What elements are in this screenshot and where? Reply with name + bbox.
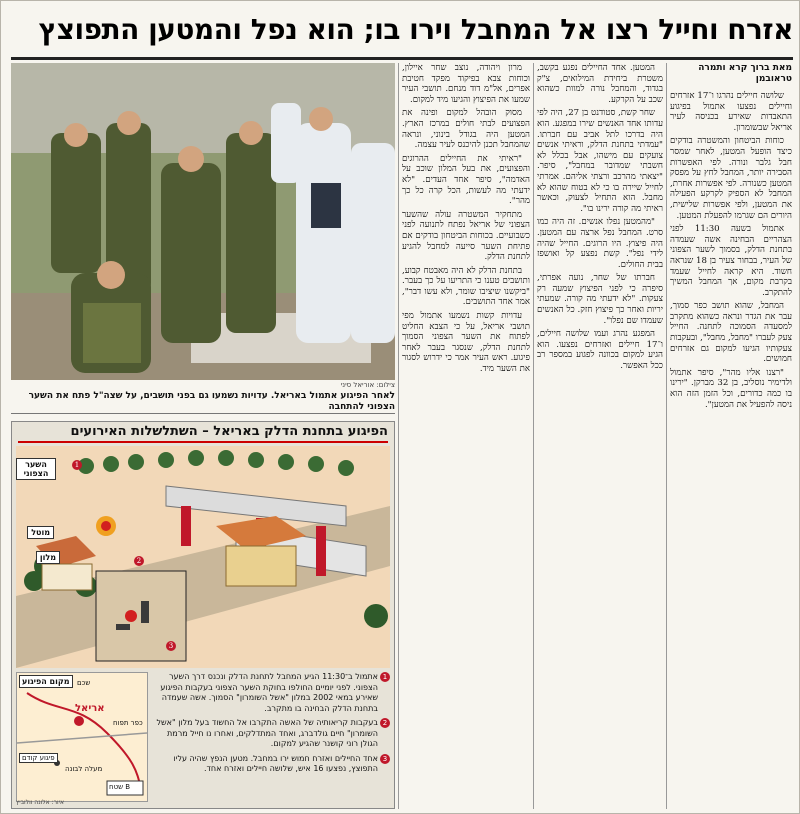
step-item (152, 718, 390, 750)
paragraph: "ראיתי את החיילים ההרוגים והפצועים, את בעל המלון שוכב על האדמה", סיפר אחד העדים. "לא ידעתי מה לעשות, הכל קרה כל כך מהר". (402, 153, 530, 207)
paragraph: שחר קשת, סטודנט בן 27, היה לפי עדותו אחד האנשים שירו במפגע. הוא היה בדרכו לתל אביב עם חברתו. "עמדתי בתחנת הדלק, וראיתי אנשים צועקים עם מישהו, אבל בכלל לא חשבתי שמדובר במחבל", סיפר. "יצאתי מהרכב ורצתי אליהם. אמרתי לחייל שיירה בו כי לא בטוח שהוא לא מחבל. הוא התחיל לצעוק, וכאשר ראיתי מה קורה ירינו בו". (537, 108, 663, 214)
step-item (152, 672, 390, 714)
step-text: בעקבות קריאותיה של האשה התקרבו אל החשוד בעל מלון "אשל השומרון" חיים גולדברג, ואחד המתדלקים, ואחרו נו חייל מרמת הגולן רוני קושנר שהגיע למקום. (156, 718, 378, 748)
motel-label: מוטל (27, 526, 54, 539)
map-graphic (17, 673, 147, 801)
step-number: 3 (380, 754, 390, 764)
column-divider (666, 63, 667, 809)
illustration-scene (16, 446, 390, 668)
infographic-box (11, 421, 395, 809)
north-gate-label: השער הצפוני (16, 458, 56, 480)
page-title: אזרח וחייל רצו אל המחבל וירו בו; הוא נפל והמטען התפוצץ (38, 13, 793, 46)
map-town-ariel: אריאל (75, 703, 105, 714)
map-title: מקום הפיגוע (19, 675, 73, 688)
step-number: 1 (380, 672, 390, 682)
paragraph: מסוק הובהל למקום ופינה את הפצועים לבתי חולים במרכז הארץ. המטען היה בגודל בינוני, ונראה שהמחבל תכנן להיכנס לעיר עצמה. (402, 108, 530, 151)
article-column-2 (537, 63, 663, 811)
paragraph: "מהמטען נפלו אנשים. זה היה כמו סרט. המחבל נפל ארצה עם המטען. היה פיצוץ. היו הרוגים. החייל שהיה לידי נפל". קשת נפצע קל ואושפז בבית החולים. (537, 217, 663, 270)
photo-credit: צילום: אוריאל סיני (340, 381, 395, 389)
news-photo (11, 63, 395, 380)
step-number: 2 (380, 718, 390, 728)
article-column-3 (402, 63, 530, 811)
column-divider (533, 63, 534, 809)
step-text: אחד החיילים ואזרח חמוש ירו במחבל. מטען הנפץ שהיה עליו התפוצץ, נפצעו 16 איש, שלושה חיילים ואזרח אחד. (173, 753, 378, 773)
photo-scene (11, 63, 395, 380)
infographic-title: הפיגוע בתחנת הדלק באריאל – השתלשלות האירועים (18, 424, 388, 443)
step-marker-3: 3 (166, 641, 176, 651)
step-marker-2: 2 (134, 556, 144, 566)
paragraph: בתחנת הדלק לא היה מאבטח קבוע, ותושבים טענו כי התריעו על כך בעבר. "ביקשנו שיציבו שומר, ולא עשו דבר", אמר אחד התושבים. (402, 265, 530, 308)
paragraph: "רצנו אליו מהר", סיפר אתמול ולדימיר נוסליב, בן 32 מברקן. "ירינו בו כמה כדורים, וכל הזמן הזה הוא ניסה להפעיל את המטען". (670, 367, 792, 410)
paragraph: אתמול בשעה 11:30 לפני הצהריים הבחינה אשה שעמדה בתחנת הדלק, בסמוך לשער הצפוני של העיר, בבחור צעיר בן 18 שנראה חשוד. היא קראה לחייל שעמד בקרבת מקום, אך המחבל המשיך להתקרב. (670, 224, 792, 298)
paragraph: חברתו של שחר, נועה אפרתי, סיפרה כי לפני הפיצוץ שמעה רק צעקות. "לא ידעתי מה קורה. שמעתי יריות ואחר כך פיצוץ חזק. כל האנשים שעמדו שם נפלו". (537, 273, 663, 326)
paragraph: המטען. אחד החיילים נפגע בקשב, משטרת ביחידת המילואים, צ"ק בגדוד, והמחבל נורה למוות כשהוא שכב על הקרקע. (537, 63, 663, 105)
paragraph: המחבל, שהוא תושב כפר סמוך, עבר את הגדר ונראה כשהוא מתקרב למסעדה הסמוכה לתחנה. החייל צעק לעברו "מחבל, מחבל", ובעקבות צעקותיו הגיעו למקום גם אזרחים חמושים. (670, 301, 792, 365)
map-town-shechem: שכם (77, 679, 91, 687)
gas-station-illustration (16, 446, 390, 668)
paragraph: מרון ויהודה, נוצב שחר איילון, וכוחות צבא בפיקוד מפקד חטיבת אפרים, אל"מ דוד מנחם. תושבי העיר שמעו את הפיצוץ והגיעו מיד למקום. (402, 63, 530, 105)
steps-list (152, 672, 390, 779)
paragraph: עדויות קשות נשמעו אתמול מפי תושבי אריאל, על כי הצבא החליט לפתוח את השער הצפוני הסמוך לתחנת הדלק, שנסגר בעבר לאחר פיגוע. ראש העיר אמר כי ידרוש לסגור את השער מיד. (402, 311, 530, 375)
paragraph: שלושה חיילים נהרגו ו־17 אזרחים וחיילים נפצעו אתמול בפיגוע התאבדות שאירע בכניסה לעיר אריאל שבשומרון. (670, 91, 792, 133)
paragraph: כוחות הביטחון והמשטרה בודקים כיצד הופעל המטען, לאחר שמסר חבל גלבר ונורה. לפי האפשרות הסבירה יותר, המחבל לחץ על מפסק המטען כשנורה. לפי אפשרות אחרת, המחבל לא הספיק לקרקע הפעילה את המטען, ולפי אפשרות שלישית, היורים הם שגרמו להפעלת המטען. (670, 136, 792, 221)
column-divider (398, 63, 399, 809)
artist-credit: איור: אלונה וולוביץ (16, 799, 64, 806)
photo-caption: לאחר הפיגוע אתמול באריאל. עדויות נשמעו גם בפני תושבים, על שצה"ל פתח את השער הצפוני להתחבה (11, 391, 395, 414)
byline: מאת ברוך קרא ותמרה טראובמן (698, 63, 792, 84)
map-town-maale-levona: מעלה לבונה (65, 765, 103, 773)
map-town-kfar-tapuach: כפר תפוח (113, 719, 143, 727)
headline-bar (11, 5, 793, 60)
location-map (16, 672, 148, 802)
attack-location-marker (74, 716, 84, 726)
step-text: אתמול ב־11:30 הגיע המחבל לתחנת הדלק ונכנס דרך השער הצפוני. לפני יומיים החולפו בחוקת השער הצפוני בעקבות הפיגוע שאירע במאי 2002 במלון "אשל השומרון" הסמוך. אשה שעמדה בתחנת הדלק הבחינה בו מתקרב. (160, 672, 378, 713)
step-item (152, 754, 390, 775)
map-legend: פיגוע קודם (19, 753, 58, 763)
step-marker-1: 1 (72, 460, 82, 470)
article-column-1 (670, 63, 792, 811)
hotel-label: מלון (36, 551, 60, 564)
paragraph: המפגע נהרג ועמו שלושה חיילים, ו־17 חיילים ואזרחים נפצעו. הוא הגיע למקום בכוונה לפגוע במספר רב ככל האפשר. (537, 329, 663, 372)
paragraph: מתחקיר המשטרה עולה שהשער הצפוני של אריאל נפתח לתנועה לפני כשבועיים. בכוחות הביטחון בודקים אם פתיחת השער סייעה למחבל להגיע לתחנת הדלק. (402, 209, 530, 263)
map-territory-label: שטח B (109, 783, 131, 791)
